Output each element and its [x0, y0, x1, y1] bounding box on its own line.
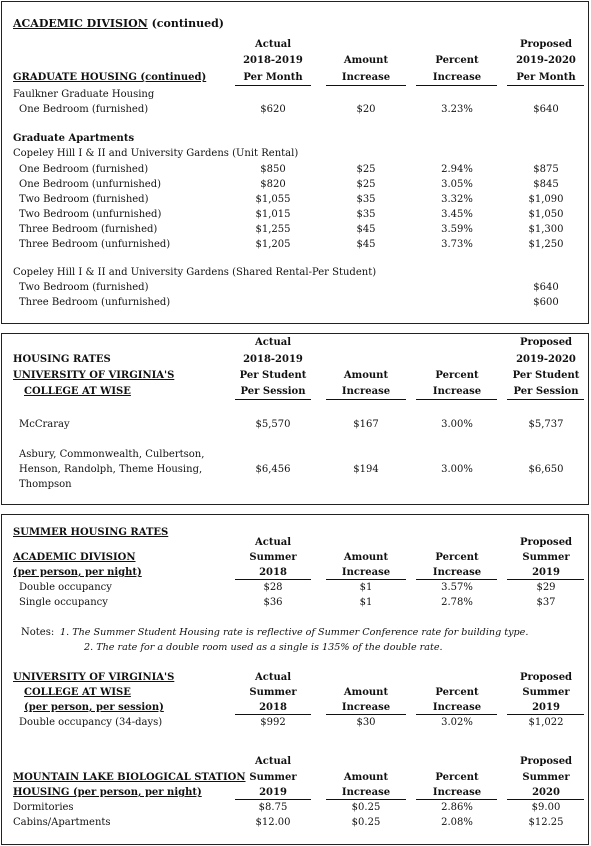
note-1: 1. The Summer Student Housing rate is reflective of Summer Conference rate for building type. [60, 627, 529, 638]
graduate-housing-label: GRADUATE HOUSING (continued) [13, 72, 207, 83]
header-percent-1: Percent [435, 772, 479, 783]
header-percent-1: Percent [435, 552, 479, 563]
mountain-lake-label: MOUNTAIN LAKE BIOLOGICAL STATION [13, 772, 246, 783]
wise-title-line-1: HOUSING RATES [13, 354, 111, 365]
header-underline [326, 399, 406, 400]
header-underline [235, 85, 311, 86]
header-actual-3: 2019 [259, 787, 287, 798]
header-proposed-1: Proposed [519, 672, 573, 683]
header-underline [235, 579, 311, 580]
copeley-unit-label: Copeley Hill I & II and University Gardens (Unit Rental) [13, 148, 299, 159]
header-percent-2: Increase [432, 567, 482, 578]
header-proposed-2: Summer [522, 552, 570, 563]
header-actual-1: Actual [254, 537, 291, 548]
header-actual-1: Actual [254, 672, 291, 683]
faulkner-label: Faulkner Graduate Housing [13, 89, 155, 100]
header-underline [235, 399, 311, 400]
header-amount-2: Increase [341, 386, 391, 397]
header-proposed-3: Per Month [516, 72, 576, 83]
header-actual-1: Actual [254, 756, 291, 767]
header-proposed-2: 2019-2020 [516, 354, 576, 365]
header-percent-1: Percent [435, 55, 479, 66]
mountain-lake-sub: HOUSING (per person, per night) [13, 787, 202, 798]
header-percent-2: Increase [432, 386, 482, 397]
header-underline [507, 799, 584, 800]
header-amount-1: Amount [343, 552, 389, 563]
header-amount-1: Amount [343, 370, 389, 381]
header-underline [416, 714, 497, 715]
note-2: 2. The rate for a double room used as a single is 135% of the double rate. [84, 642, 443, 653]
header-amount-1: Amount [343, 772, 389, 783]
header-percent-2: Increase [432, 702, 482, 713]
graduate-apartments-title: Graduate Apartments [13, 133, 135, 144]
header-proposed-3: 2019 [532, 567, 560, 578]
summer-academic-sub: (per person, per night) [13, 567, 142, 578]
header-underline [416, 399, 497, 400]
section-title: ACADEMIC DIVISION (continued) [13, 17, 224, 30]
header-proposed-4: Per Session [513, 386, 579, 397]
header-actual-1: Actual [254, 39, 291, 50]
header-actual-4: Per Session [240, 386, 306, 397]
header-actual-3: Per Student [239, 370, 307, 381]
header-actual-2: Summer [249, 552, 297, 563]
header-underline [507, 399, 584, 400]
header-percent-2: Increase [432, 787, 482, 798]
header-actual-2: Summer [249, 772, 297, 783]
wise-housing-section: HOUSING RATES UNIVERSITY OF VIRGINIA'S COLLEGE AT WISE Actual 2018-2019 Per Student Per Session Amount Increase Percent Increase Proposed 2019-2020 Per Student Per Session McCraray $5,570 $167 3.00% $5,737 Asbury, Commonwealth, Culbertson, Henson, Randolph, Theme Housing, Thompson $6,456 $194 3.00% $6,650 [1, 333, 589, 505]
header-proposed-1: Proposed [519, 39, 573, 50]
header-underline [235, 714, 311, 715]
header-underline [326, 714, 406, 715]
summer-wise-label-1: UNIVERSITY OF VIRGINIA'S [13, 672, 175, 683]
header-proposed-1: Proposed [519, 337, 573, 348]
header-proposed-1: Proposed [519, 756, 573, 767]
header-underline [416, 799, 497, 800]
header-underline [507, 85, 584, 86]
header-actual-3: 2018 [259, 567, 287, 578]
header-underline [416, 85, 497, 86]
header-amount-2: Increase [341, 787, 391, 798]
header-underline [326, 579, 406, 580]
notes-label: Notes: [21, 627, 55, 638]
header-underline [235, 799, 311, 800]
header-actual-2: Summer [249, 687, 297, 698]
wise-title-line-3: COLLEGE AT WISE [24, 386, 131, 397]
header-underline [326, 799, 406, 800]
header-proposed-3: 2019 [532, 702, 560, 713]
header-actual-2: 2018-2019 [243, 55, 303, 66]
header-underline [416, 579, 497, 580]
header-actual-1: Actual [254, 337, 291, 348]
summer-wise-sub: (per person, per session) [24, 702, 164, 713]
header-underline [507, 579, 584, 580]
header-amount-2: Increase [341, 567, 391, 578]
header-amount-1: Amount [343, 687, 389, 698]
copeley-shared-label: Copeley Hill I & II and University Gardens (Shared Rental-Per Student) [13, 267, 377, 278]
header-amount-2: Increase [341, 72, 391, 83]
header-proposed-2: Summer [522, 772, 570, 783]
header-percent-2: Increase [432, 72, 482, 83]
header-actual-3: 2018 [259, 702, 287, 713]
header-amount-2: Increase [341, 702, 391, 713]
summer-academic-label: ACADEMIC DIVISION [13, 552, 136, 563]
summer-wise-label-2: COLLEGE AT WISE [24, 687, 131, 698]
header-proposed-3: Per Student [512, 370, 580, 381]
header-proposed-2: Summer [522, 687, 570, 698]
header-proposed-3: 2020 [532, 787, 560, 798]
header-amount-1: Amount [343, 55, 389, 66]
header-underline [507, 714, 584, 715]
header-percent-1: Percent [435, 370, 479, 381]
header-underline [326, 85, 406, 86]
summer-title: SUMMER HOUSING RATES [13, 527, 169, 538]
wise-title-line-2: UNIVERSITY OF VIRGINIA'S [13, 370, 175, 381]
header-actual-2: 2018-2019 [243, 354, 303, 365]
header-proposed-1: Proposed [519, 537, 573, 548]
header-percent-1: Percent [435, 687, 479, 698]
header-proposed-2: 2019-2020 [516, 55, 576, 66]
academic-division-section: ACADEMIC DIVISION (continued) Actual 2018-2019 Per Month Amount Increase Percent Increase Proposed 2019-2020 Per Month GRADUATE HOUSING (continued) Faulkner Graduate Housing One Bedroom (furnished) $620 $20 3.23% $640 Graduate Apartments Copeley Hill I & II and University Gardens (Unit Rental) One Bedroom (furnished) $850 $25 2.94% $875 One Bedroom (unfurnished) $820 $25 3.05% $845 Two Bedroom (furnished) $1,055 $35 3.32% $1,090 Two Bedroom (unfurnished) $1,015 $35 3.45% $1,050 Three Bedroom (furnished) $1,255 $45 3.59% $1,300 Three Bedroom (unfurnished) $1,205 $45 3.73% $1,250 Copeley Hill I & II and University Gardens (Shared Rental-Per Student) Two Bedroom (furnished) $640 Three Bedroom (unfurnished) $600 [1, 1, 589, 324]
summer-housing-section: SUMMER HOUSING RATES Actual Summer 2018 Amount Increase Percent Increase Proposed Summer 2019 ACADEMIC DIVISION (per person, per night) Double occupancy $28 $1 3.57% $29 Single occupancy $36 $1 2.78% $37 Notes: 1. The Summer Student Housing rate is reflective of Summer Conference rate for building type. 2. The rate for a double room used as a single is 135% of the double rate. UNIVERSITY OF VIRGINIA'S COLLEGE AT WISE (per person, per session) Actual Summer 2018 Amount Increase Percent Increase Proposed Summer 2019 Double occupancy (34-days) $992 $30 3.02% $1,022 MOUNTAIN LAKE BIOLOGICAL STATION HOUSING (per person, per night) Actual Summer 2019 Amount Increase Percent Increase Proposed Summer 2020 Dormitories $8.75 $0.25 2.86% $9.00 Cabins/Apartments $12.00 $0.25 2.08% $12.25 [1, 514, 589, 845]
header-actual-3: Per Month [243, 72, 303, 83]
